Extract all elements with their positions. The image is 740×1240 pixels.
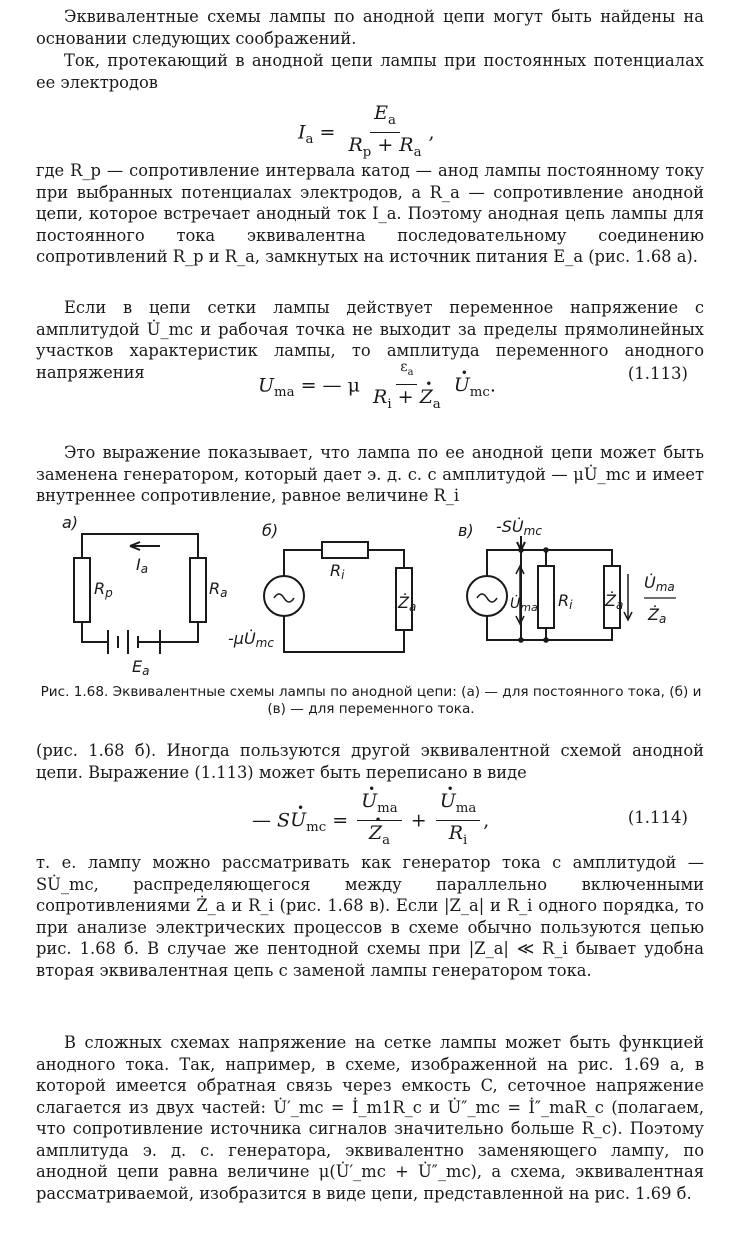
- eq1-num-sub: a: [387, 112, 396, 128]
- svg-text:-μU̇mc: -μU̇mc: [228, 629, 274, 650]
- svg-text:Ri: Ri: [558, 591, 573, 612]
- eq1-num: E: [374, 102, 388, 124]
- eq1-den-sub1: p: [362, 144, 372, 160]
- equation-anode-current: $I_a$ = $\frac{E_a}{R_p + R_a}$ ,: [298, 102, 435, 165]
- eq1-den-sub2: a: [413, 144, 422, 160]
- svg-text:Ża: Ża: [648, 605, 667, 626]
- paragraph-5: [36, 442, 704, 507]
- eq1-fraction: $\frac{E_a}{R_p + R_a}$: [348, 102, 422, 160]
- figure-label-v: в): [458, 521, 474, 540]
- paragraph-7-text: т. е. лампу можно рассматривать как генератор тока с амплитудой — SU̇_mc, распределяющегося между параллельно включенными сопротивлениями Ż_a и R_i (рис. 1.68 в). Если |Z_a| и R_i одного порядка, то при анализе электрических процессов в схеме обычно пользуются цепью рис. 1.68 б. В случае же пентодной схемы при |Z_a| ≪ R_i бывает удобна вторая эквивалентная цепь с заменой лампы генератором тока.: [36, 853, 704, 980]
- paragraph-8: [36, 1032, 704, 1204]
- svg-text:Ża: Ża: [398, 593, 417, 614]
- equation-1113: $U_{ma}$ = — μ $\frac{\varepsilon_a}{R_i + \cdot Z_a}$ · $U_{mc}$.: [258, 356, 496, 417]
- paragraph-1-text: Эквивалентные схемы лампы по анодной цепи могут быть найдены на основании следующих соображений.: [36, 7, 704, 48]
- svg-text:Ra: Ra: [209, 579, 228, 600]
- figure-caption: Рис. 1.68. Эквивалентные схемы лампы по анодной цепи: (а) — для постоянного тока, (б) и (в) — для переменного тока.: [40, 684, 702, 717]
- paragraph-1: [36, 6, 704, 49]
- paragraph-2-text: Ток, протекающий в анодной цепи лампы при постоянных потенциалах ее электродов: [36, 51, 704, 92]
- svg-text:Ri: Ri: [330, 561, 345, 582]
- equation-number-1114: (1.114): [627, 808, 688, 827]
- figure-label-b: б): [262, 521, 279, 540]
- equation-1114: — $S\cdot U_{mc}$ = · $U_{ma}$ · $Z_a$ + · $\frac{U_{ma}}{R_i}$ ,: [252, 790, 489, 853]
- svg-text:Ża: Ża: [605, 591, 624, 612]
- eq1-lhs-sub: a: [305, 132, 314, 148]
- svg-text:U̇ma: U̇ma: [644, 573, 675, 594]
- svg-text:-SU̇mc: -SU̇mc: [496, 517, 542, 538]
- paragraph-8-text: В сложных схемах напряжение на сетке лампы может быть функцией анодного тока. Так, например, в схеме, изображенной на рис. 1.69 а, в которой имеется обратная связь через емкость C, сеточное напряжение слагается из двух частей: U̇′_mc = İ_m1R_c и U̇″_mc = İ″_maR_c (полагаем, что сопротивление источника сигналов значительно больше R_c). Поэтому амплитуда э. д. с. генератора, эквивалентно заменяющего лампу, по анодной цепи равна величине μ(U̇′_mc + U̇″_mc), а схема, эквивалентная рассматриваемой, изобразится в виде цепи, представленной на рис. 1.69 б.: [36, 1033, 704, 1203]
- svg-text:Ia: Ia: [136, 555, 149, 576]
- paragraph-6-text: (рис. 1.68 б). Иногда пользуются другой эквивалентной схемой анодной цепи. Выражение (1.113) может быть переписано в виде: [36, 741, 704, 782]
- svg-text:U̇ma: $U̇_{ma}$: [510, 596, 538, 614]
- svg-text:Rp: Rp: [94, 579, 113, 600]
- svg-text:Ea: Ea: [132, 657, 150, 678]
- paragraph-3: [36, 160, 704, 268]
- paragraph-7: [36, 852, 704, 981]
- figure-1-68: [0, 512, 740, 682]
- paragraph-4-text: Если в цепи сетки лампы действует переменное напряжение с амплитудой U̇_mc и рабочая точка не выходит за пределы прямолинейных участков характеристик лампы, то амплитуда переменного анодного напряжения: [36, 298, 704, 382]
- paragraph-5-text: Это выражение показывает, что лампа по ее анодной цепи может быть заменена генератором, который дает э. д. с. с амплитудой — μU̇_mc и имеет внутреннее сопротивление, равное величине R_i: [36, 443, 704, 505]
- equation-number-1113: (1.113): [627, 364, 688, 383]
- paragraph-6: [36, 740, 704, 783]
- eq1-lhs: I: [298, 121, 306, 144]
- paragraph-3-text: где R_p — сопротивление интервала катод — анод лампы постоянному току при выбранных потенциалах электродов, а R_a — сопротивление анодной цепи, которое встречает анодный ток I_a. Поэтому анодная цепь лампы для постоянного тока эквивалентна последовательному соединению сопротивлений R_p и R_a, замкнутых на источник питания E_a (рис. 1.68 а).: [36, 161, 704, 266]
- figure-label-a: а): [62, 513, 79, 532]
- eq1-den: R: [348, 133, 363, 156]
- paragraph-2: [36, 50, 704, 93]
